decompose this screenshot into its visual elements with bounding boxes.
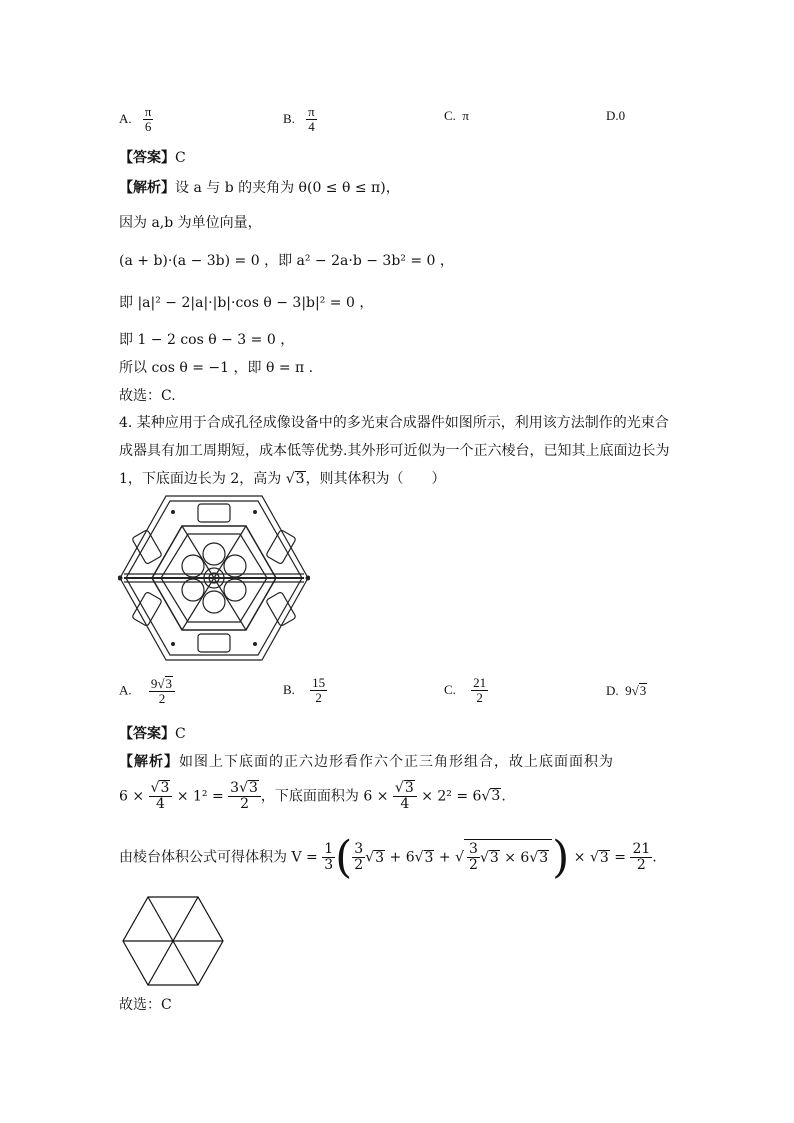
device-figure — [118, 492, 310, 664]
option-a: A. $\frac{\pi}{6}$ — [119, 104, 152, 135]
option-c: C. π — [444, 108, 469, 123]
hexagon-diagram — [119, 895, 227, 987]
option-label: B. — [283, 110, 295, 126]
analysis-line-1: 【解析】设 a 与 b 的夹角为 θ(0 ≤ θ ≤ π)， — [119, 180, 400, 196]
option-d: D.0 — [606, 108, 626, 123]
option-c: C. $\frac{21}{2}$ — [444, 675, 487, 706]
option-d: D. 9√3 — [606, 683, 647, 698]
analysis-line-5: 即 1 − 2 cos θ − 3 = 0 ， — [119, 332, 295, 348]
option-b: B. $\frac{\pi}{4}$ — [283, 104, 315, 135]
analysis-line-3: 由棱台体积公式可得体积为 V = $\frac{1}{3}$ ( $\frac{3}{2}$ √3 + 6√3 + √ $\frac{3}{2}$ √3 × 6√3) × √3 = $\frac{21}{2}$ . — [119, 832, 657, 883]
option-b: B. $\frac{15}{2}$ — [283, 675, 326, 706]
analysis-line-4: 即 |a|² − 2|a|·|b|·cos θ − 3|b|² = 0 ， — [119, 295, 374, 311]
option-label: A. — [119, 110, 132, 126]
final-answer: 故选：C — [119, 997, 172, 1013]
question-stem-line-1: 4. 某种应用于合成孔径成像设备中的多光束合成器件如图所示，利用该方法制作的光束合 — [119, 415, 669, 431]
option-a: A. $\frac{9√3}{2}$ — [119, 676, 175, 707]
question-stem-line-3: 1，下底面边长为 2，高为 √3，则其体积为（ ） — [119, 471, 446, 487]
analysis-line-3: (a + b)·(a − 3b) = 0 ，即 a² − 2a·b − 3b² = 0 ， — [119, 253, 454, 269]
analysis-line-2: 因为 a,b 为单位向量， — [119, 215, 262, 231]
analysis-line-6: 所以 cos θ = −1 ，即 θ = π . — [119, 360, 314, 376]
analysis-line-1: 【解析】如图上下底面的正六边形看作六个正三角形组合，故上底面面积为 — [119, 754, 614, 770]
answer-line: 【答案】C — [119, 726, 186, 742]
answer-line: 【答案】C — [119, 150, 186, 166]
analysis-line-7: 故选：C. — [119, 388, 176, 404]
analysis-line-2: 6 × $\frac{√3}{4}$ × 1² = $\frac{3√3}{2}$ ，下底面面积为 6 × $\frac{√3}{4}$ × 2² = 6√3. — [119, 780, 506, 813]
question-stem-line-2: 成器具有加工周期短，成本低等优势.其外形可近似为一个正六棱台，已知其上底面边长为 — [119, 443, 670, 459]
